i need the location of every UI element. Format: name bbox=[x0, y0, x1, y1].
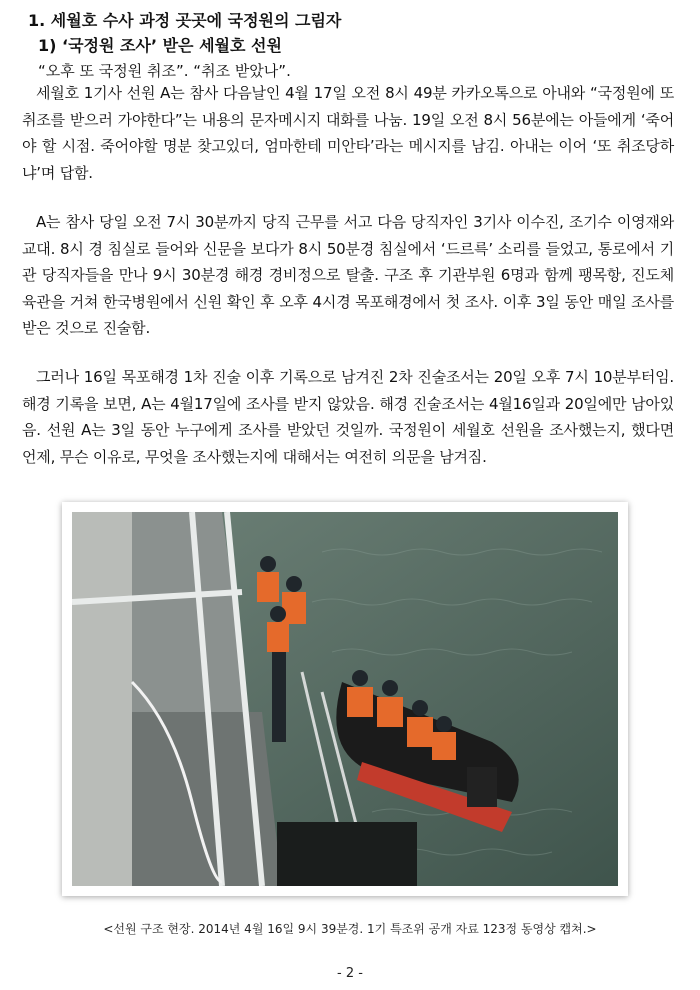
rescue-photo-illustration bbox=[72, 512, 618, 886]
paragraph-1: 세월호 1기사 선원 A는 참사 다음날인 4월 17일 오전 8시 49분 카카오톡으로 아내와 “국정원에 또 취조를 받으러 가야한다”는 내용의 문자메시지 대화를 나눔. 19일 오전 8시 56분에는 아들에게 ‘죽어야 할 시점. 죽어야할 명분 찾고있더, 엄마한테 미안타’라는 메시지를 남김. 아내는 이어 ‘또 취조당하냐’며 답함. bbox=[22, 84, 674, 182]
paragraph-3: 그러나 16일 목포해경 1차 진술 이후 기록으로 남겨진 2차 진술조서는 20일 오후 7시 10분부터임. 해경 기록을 보면, A는 4월17일에 조사를 받지 않았음. 해경 진술조서는 4월16일과 20일에만 남아있음. 선원 A는 3일 동안 누구에게 조사를 받았던 것일까. 국정원이 세월호 선원을 조사했는지, 했다면 언제, 무슨 이유로, 무엇을 조사했는지에 대해서는 여전히 의문을 남겨짐. bbox=[22, 368, 674, 466]
subsection-heading: 1) ‘국정원 조사’ 받은 세월호 선원 bbox=[38, 36, 282, 55]
photo-frame bbox=[62, 502, 628, 896]
paragraph-2: A는 참사 당일 오전 7시 30분까지 당직 근무를 서고 다음 당직자인 3기사 이수진, 조기수 이영재와 교대. 8시 경 침실로 들어와 신문을 보다가 8시 50분경 침실에서 ‘드르륵’ 소리를 들었고, 통로에서 기관 당직자들을 만나 9시 30분경 해경 경비정으로 탈출. 구조 후 기관부원 6명과 함께 팽목항, 진도체육관을 거쳐 한국병원에서 신원 확인 후 오후 4시경 목포해경에서 첫 조사. 이후 3일 동안 매일 조사를 받은 것으로 진술함. bbox=[22, 213, 674, 337]
rescue-photo bbox=[72, 512, 618, 886]
section-heading: 1. 세월호 수사 과정 곳곳에 국정원의 그림자 bbox=[28, 11, 342, 30]
photo-caption: <선원 구조 현장. 2014년 4월 16일 9시 39분경. 1기 특조위 공개 자료 123정 동영상 캡쳐.> bbox=[103, 922, 597, 936]
quote-line: “오후 또 국정원 취조”. “취조 받았나”. bbox=[38, 62, 291, 80]
page-number: - 2 - bbox=[337, 966, 363, 981]
